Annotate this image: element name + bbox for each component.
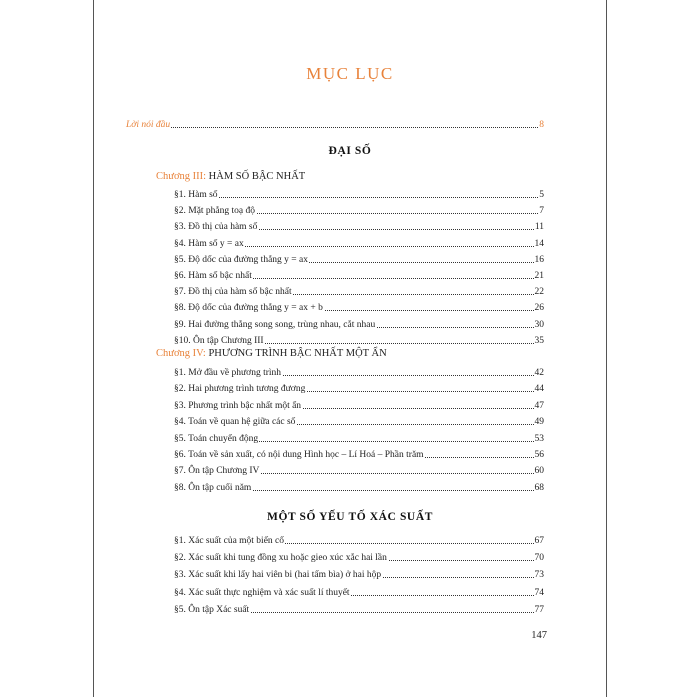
toc-row [94,479,606,493]
toc-label: §7. Đồ thị của hàm số bậc nhất [174,287,292,298]
toc-row [94,332,606,346]
toc-label: §6. Toán về sản xuất, có nội dung Hình học – Lí Hoá – Phần trăm [174,450,424,460]
toc-page: 22 [534,287,544,298]
toc-label: §1. Xác suất của một biến cố [174,536,285,546]
toc-label: §2. Mặt phẳng toạ độ [174,206,256,217]
toc-row [94,397,606,411]
toc-page: 11 [534,222,544,233]
toc-row [94,601,606,615]
toc-row [94,446,606,460]
toc-page: 44 [534,384,544,395]
toc-page: 30 [534,319,544,330]
toc-label: §3. Đồ thị của hàm số [174,222,258,233]
toc-label: §2. Hai phương trình tương đương [174,384,306,395]
chapter-name: HÀM SỐ BẬC NHẤT [208,171,306,182]
toc-page: 73 [534,570,544,581]
chapter-label: Chương III: [156,171,207,182]
chapter-name: PHƯƠNG TRÌNH BẬC NHẤT MỘT ẨN [208,348,387,359]
toc-page: 56 [534,450,544,460]
toc-row [94,283,606,297]
toc-page: 77 [534,604,544,615]
toc-label: §1. Mở đầu về phương trình [174,368,282,378]
toc-row [94,267,606,281]
toc-label: §2. Xác suất khi tung đồng xu hoặc gieo xúc xắc hai lần [174,553,387,564]
toc-page: 26 [534,303,544,314]
toc-page: 60 [534,466,544,477]
toc-row-preface [94,116,606,130]
toc-row [94,430,606,444]
toc-page: 35 [534,335,544,346]
chapter-label: Chương IV: [156,348,206,359]
toc-page: 16 [534,254,544,265]
toc-label: §8. Độ dốc của đường thẳng y = ax + b [174,303,323,314]
toc-label: Lời nói đầu [126,120,171,130]
toc-page: 49 [534,417,544,428]
toc-page: 7 [539,206,544,217]
toc-page: 8 [539,120,544,130]
toc-row [94,299,606,313]
toc-page: 47 [534,400,544,411]
page-title: MỤC LỤC [306,64,394,83]
toc-label: §5. Ôn tập Xác suất [174,604,250,615]
chapter-4-heading [156,348,387,359]
chapter-3-heading [156,171,305,182]
toc-row [94,202,606,216]
leader-dots [174,197,544,198]
toc-page: 5 [539,190,544,200]
toc-label: §3. Phương trình bậc nhất một ẩn [174,400,302,411]
section-heading-algebra: ĐẠI SỐ [328,145,372,157]
book-page [93,0,607,697]
toc-label: §3. Xác suất khi lấy hai viên bi (hai tấm bìa) ở hai hộp [174,570,382,581]
page-number: 147 [531,630,547,641]
toc-label: §4. Xác suất thực nghiệm và xác suất lí thuyết [174,587,350,598]
toc-row [94,251,606,265]
toc-label: §7. Ôn tập Chương IV [174,466,260,477]
toc-page: 68 [534,482,544,493]
toc-row [94,316,606,330]
toc-page: 21 [534,271,544,281]
toc-row [94,584,606,598]
toc-row [94,566,606,580]
toc-page: 14 [534,238,544,249]
toc-row [94,364,606,378]
toc-row [94,235,606,249]
toc-label: §10. Ôn tập Chương III [174,335,264,346]
toc-label: §5. Toán chuyển động [174,433,259,444]
section-heading-probability: MỘT SỐ YẾU TỐ XÁC SUẤT [266,511,434,523]
toc-label: §6. Hàm số bậc nhất [174,271,252,281]
toc-page: 74 [534,587,544,598]
toc-row [94,380,606,394]
toc-page: 70 [534,553,544,564]
toc-label: §5. Độ dốc của đường thẳng y = ax [174,254,308,265]
toc-page: 67 [534,536,544,546]
toc-row [94,218,606,232]
toc-label: §8. Ôn tập cuối năm [174,482,252,493]
leader-dots [126,127,544,128]
toc-label: §4. Hàm số y = ax [174,238,244,249]
toc-row [94,532,606,546]
toc-label: §9. Hai đường thẳng song song, trùng nhau, cắt nhau [174,319,376,330]
toc-page: 42 [534,368,544,378]
toc-label: §4. Toán về quan hệ giữa các số [174,417,296,428]
toc-row [94,549,606,563]
toc-label: §1. Hàm số [174,190,218,200]
toc-page: 53 [534,433,544,444]
toc-row [94,186,606,200]
toc-row [94,413,606,427]
toc-row [94,462,606,476]
